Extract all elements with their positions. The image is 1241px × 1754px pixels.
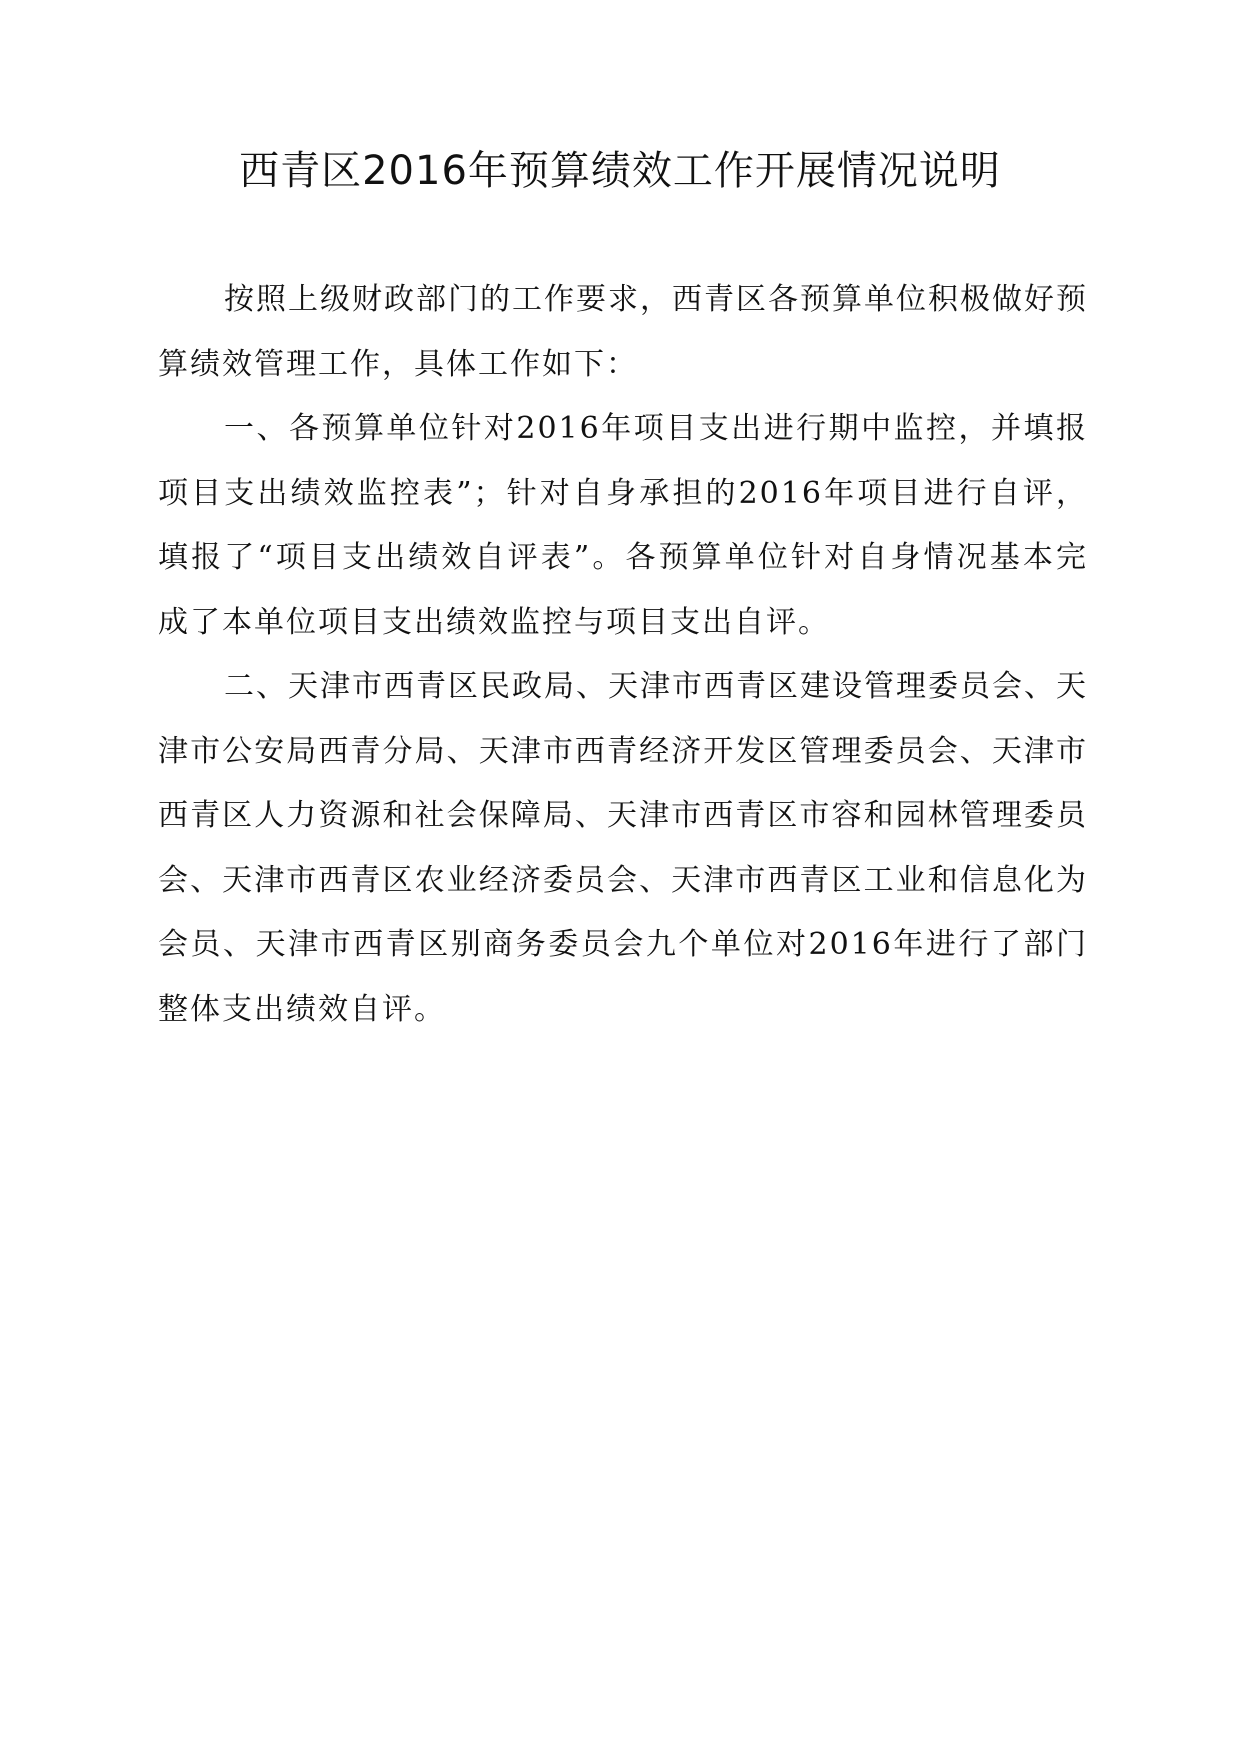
paragraph-intro: 按照上级财政部门的工作要求，西青区各预算单位积极做好预算绩效管理工作，具体工作如下： xyxy=(158,282,1088,382)
document-body xyxy=(158,268,1088,1042)
paragraph-item-two: 二、天津市西青区民政局、天津市西青区建设管理委员会、天津市公安局西青分局、天津市西青经济开发区管理委员会、天津市西青区人力资源和社会保障局、天津市西青区市容和园林管理委员会、天津市西青区农业经济委员会、天津市西青区工业和信息化为会员、天津市西青区别商务委员会九个单位对2016年进行了部门整体支出绩效自评。 xyxy=(158,669,1088,1027)
document-title: 西青区2016年预算绩效工作开展情况说明 xyxy=(239,148,1001,194)
paragraph-item-one: 一、各预算单位针对2016年项目支出进行期中监控，并填报项目支出绩效监控表”；针对自身承担的2016年项目进行自评，填报了“项目支出绩效自评表”。各预算单位针对自身情况基本完成了本单位项目支出绩效监控与项目支出自评。 xyxy=(158,411,1088,640)
